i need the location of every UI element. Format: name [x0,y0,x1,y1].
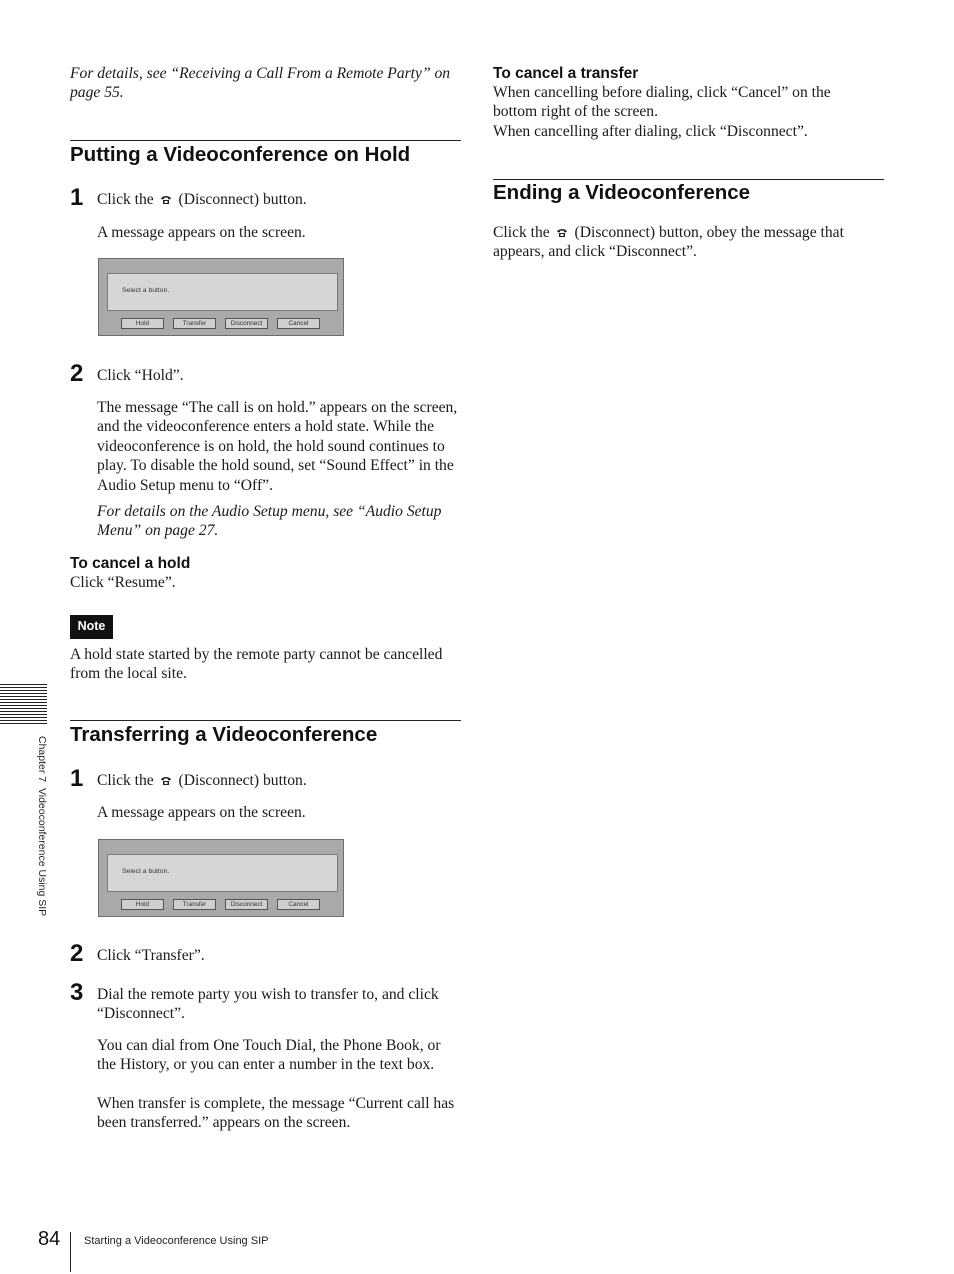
hold-section-title: Putting a Videoconference on Hold [70,143,411,166]
transfer-step3-text: Dial the remote party you wish to transfer to, and click “Disconnect”. [97,986,439,1023]
page-number: 84 [38,1228,61,1250]
step-text-pre: Click the [97,772,154,789]
dialog-message: Select a button. [122,868,170,875]
chapter-tab-marker [0,684,47,726]
hold-step2-detail: The message “The call is on hold.” appears on the screen, and the videoconference enters a hold state. While the videoconference is on hold, the hold sound continues to play. To disable the hold sound, set “Sound Effect” in the Audio Setup menu to “Off”. [97,399,458,494]
hold-step1-result: A message appears on the screen. [97,224,306,241]
transfer-step1-text [97,771,467,790]
cancel-hold-text: Click “Resume”. [70,574,176,591]
hold-button[interactable]: Hold [121,899,164,910]
step-text-post: (Disconnect) button. [178,772,307,789]
transfer-section-title: Transferring a Videoconference [70,723,378,746]
disconnect-button[interactable]: Disconnect [225,318,268,329]
step-text-post: (Disconnect) button. [178,191,307,208]
cancel-transfer-heading: To cancel a transfer [493,65,639,82]
section-rule [493,179,884,180]
cancel-button[interactable]: Cancel [277,318,320,329]
phone-icon [556,228,568,238]
ending-text-pre: Click the [493,224,550,241]
phone-icon [160,195,172,205]
disconnect-button[interactable]: Disconnect [225,899,268,910]
cancel-button[interactable]: Cancel [277,899,320,910]
section-rule [70,140,461,141]
step-number: 1 [70,184,84,211]
hold-button[interactable]: Hold [121,318,164,329]
step-number: 2 [70,360,84,387]
step-number: 2 [70,940,84,967]
transfer-step2-text: Click “Transfer”. [97,947,205,964]
intro-reference: For details, see “Receiving a Call From a Remote Party” on page 55. [70,65,451,102]
note-text: A hold state started by the remote party cannot be cancelled from the local site. [70,646,443,683]
cancel-transfer-text: When cancelling before dialing, click “Cancel” on the bottom right of the screen. [493,84,831,121]
message-box [107,854,338,892]
hold-step1-text [97,190,467,209]
ending-text [493,223,878,262]
footer-divider [70,1232,71,1272]
message-box [107,273,338,311]
phone-icon [160,776,172,786]
dialog-message: Select a button. [122,287,170,294]
dialog-screenshot [98,258,344,336]
step-number: 3 [70,979,84,1006]
running-title: Starting a Videoconference Using SIP [84,1235,269,1247]
cancel-hold-heading: To cancel a hold [70,555,191,572]
transfer-button[interactable]: Transfer [173,899,216,910]
ending-text-post: (Disconnect) button, obey the message that appears, and click “Disconnect”. [493,224,844,261]
note-badge: Note [70,615,113,639]
dialog-screenshot [98,839,344,917]
section-rule [70,720,461,721]
cancel-transfer-text-after: When cancelling after dialing, click “Disconnect”. [493,123,808,140]
chapter-tab-label: Chapter 7 Videoconference Using SIP [36,736,48,917]
hold-step2-reference: For details on the Audio Setup menu, see “Audio Setup Menu” on page 27. [97,503,442,540]
ending-section-title: Ending a Videoconference [493,181,751,204]
transfer-step3-complete: When transfer is complete, the message “Current call has been transferred.” appears on the screen. [97,1095,455,1132]
transfer-step3-detail: You can dial from One Touch Dial, the Phone Book, or the History, or you can enter a number in the text box. [97,1037,441,1074]
transfer-step1-result: A message appears on the screen. [97,804,306,821]
hold-step2-text: Click “Hold”. [97,367,184,384]
step-text-pre: Click the [97,191,154,208]
step-number: 1 [70,765,84,792]
transfer-button[interactable]: Transfer [173,318,216,329]
